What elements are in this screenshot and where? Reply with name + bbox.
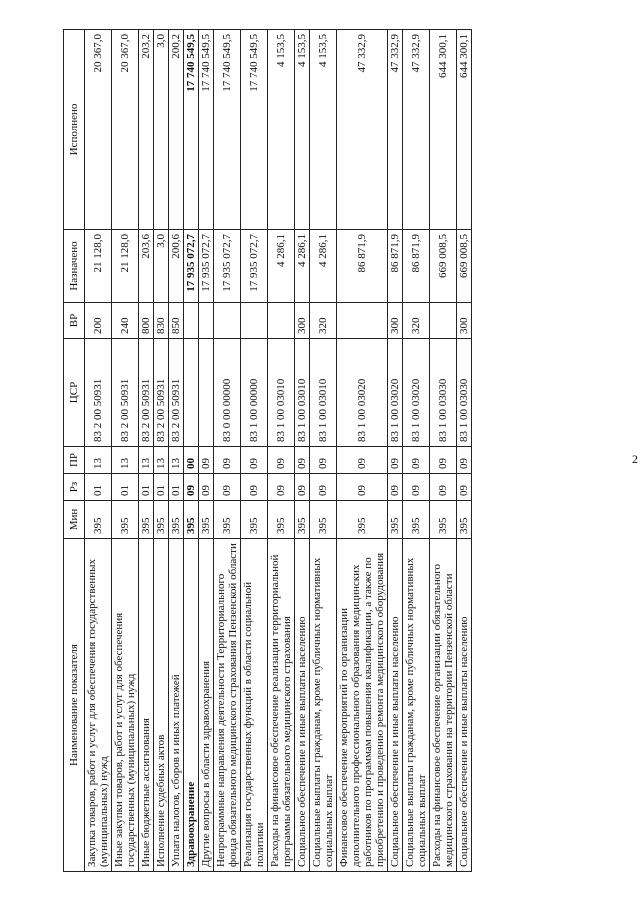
table-row: [337, 30, 388, 872]
cell-assigned: 86 871,9: [337, 230, 388, 303]
cell-rz: 09: [337, 474, 388, 501]
cell-executed: 47 332,9: [403, 30, 430, 230]
cell-min: 395: [214, 501, 241, 539]
cell-name: Иные закупки товаров, работ и услуг для обеспечения государственных (муниципальных) нужд: [112, 539, 139, 872]
cell-executed: 47 332,9: [337, 30, 388, 230]
table-row: [241, 30, 268, 872]
cell-pr: 09: [268, 447, 295, 474]
cell-rz: 09: [184, 474, 199, 501]
cell-pr: 09: [295, 447, 310, 474]
cell-min: 395: [457, 501, 472, 539]
cell-executed: 4 153,5: [310, 30, 337, 230]
cell-csr: 83 1 00 03010: [295, 339, 310, 447]
cell-assigned: 17 935 072,7: [184, 230, 199, 303]
cell-vr: 320: [310, 303, 337, 339]
cell-min: 395: [310, 501, 337, 539]
table-body: [85, 30, 472, 872]
cell-assigned: 3,0: [154, 230, 169, 303]
cell-vr: 320: [403, 303, 430, 339]
cell-executed: 644 300,1: [430, 30, 457, 230]
cell-rz: 09: [295, 474, 310, 501]
cell-min: 395: [295, 501, 310, 539]
cell-min: 395: [112, 501, 139, 539]
cell-csr: 83 2 00 50931: [169, 339, 184, 447]
cell-csr: 83 1 00 03030: [457, 339, 472, 447]
cell-executed: 17 740 549,5: [184, 30, 199, 230]
header-csr: ЦСР: [64, 339, 85, 447]
cell-assigned: 4 286,1: [310, 230, 337, 303]
table-row: [430, 30, 457, 872]
cell-name: Здравоохранение: [184, 539, 199, 872]
cell-assigned: 17 935 072,7: [199, 230, 214, 303]
rotated-page-content: [63, 30, 613, 872]
table-row: [403, 30, 430, 872]
cell-name: Исполнение судебных актов: [154, 539, 169, 872]
table-header-row: [64, 30, 85, 872]
cell-rz: 09: [310, 474, 337, 501]
cell-assigned: 4 286,1: [268, 230, 295, 303]
cell-rz: 09: [457, 474, 472, 501]
cell-pr: 13: [112, 447, 139, 474]
cell-pr: 09: [388, 447, 403, 474]
cell-pr: 00: [184, 447, 199, 474]
cell-csr: 83 1 00 03020: [337, 339, 388, 447]
cell-min: 395: [268, 501, 295, 539]
cell-rz: 01: [112, 474, 139, 501]
cell-name: Социальное обеспечение и иные выплаты населению: [388, 539, 403, 872]
cell-csr: [199, 339, 214, 447]
cell-min: 395: [337, 501, 388, 539]
cell-name: Социальное обеспечение и иные выплаты населению: [457, 539, 472, 872]
cell-vr: [199, 303, 214, 339]
cell-executed: 3,0: [154, 30, 169, 230]
cell-csr: 83 2 00 50931: [154, 339, 169, 447]
cell-pr: 13: [85, 447, 112, 474]
cell-rz: 09: [430, 474, 457, 501]
cell-executed: 17 740 549,5: [199, 30, 214, 230]
cell-pr: 09: [457, 447, 472, 474]
table-row: [214, 30, 241, 872]
cell-assigned: 200,6: [169, 230, 184, 303]
cell-csr: 83 1 00 03020: [388, 339, 403, 447]
cell-assigned: 669 008,5: [430, 230, 457, 303]
cell-name: Непрограммные направления деятельности Территориального фонда обязательного медицинского страхования Пензенской области: [214, 539, 241, 872]
cell-vr: 300: [295, 303, 310, 339]
cell-pr: 09: [430, 447, 457, 474]
cell-vr: [430, 303, 457, 339]
cell-name: Реализация государственных функций в области социальной политики: [241, 539, 268, 872]
header-name: Наименование показателя: [64, 539, 85, 872]
cell-executed: 47 332,9: [388, 30, 403, 230]
cell-csr: 83 2 00 50931: [85, 339, 112, 447]
cell-pr: 09: [241, 447, 268, 474]
cell-assigned: 4 286,1: [295, 230, 310, 303]
cell-min: 395: [199, 501, 214, 539]
cell-vr: 830: [154, 303, 169, 339]
cell-vr: 200: [85, 303, 112, 339]
cell-executed: 4 153,5: [295, 30, 310, 230]
cell-pr: 13: [139, 447, 154, 474]
cell-rz: 01: [169, 474, 184, 501]
cell-assigned: 86 871,9: [388, 230, 403, 303]
cell-vr: 300: [388, 303, 403, 339]
cell-vr: [337, 303, 388, 339]
cell-name: Социальные выплаты гражданам, кроме публичных нормативных социальных выплат: [403, 539, 430, 872]
header-assigned: Назначено: [64, 230, 85, 303]
table-row: [139, 30, 154, 872]
cell-name: Социальное обеспечение и иные выплаты населению: [295, 539, 310, 872]
cell-assigned: 17 935 072,7: [241, 230, 268, 303]
cell-csr: 83 0 00 00000: [214, 339, 241, 447]
cell-csr: 83 1 00 03010: [310, 339, 337, 447]
table-row: [85, 30, 112, 872]
cell-vr: 240: [112, 303, 139, 339]
cell-executed: 4 153,5: [268, 30, 295, 230]
cell-executed: 17 740 549,5: [241, 30, 268, 230]
cell-vr: 300: [457, 303, 472, 339]
cell-vr: [184, 303, 199, 339]
table-row: [169, 30, 184, 872]
cell-rz: 01: [85, 474, 112, 501]
cell-assigned: 17 935 072,7: [214, 230, 241, 303]
header-vr: ВР: [64, 303, 85, 339]
cell-csr: [184, 339, 199, 447]
cell-pr: 13: [169, 447, 184, 474]
page-number: 2: [632, 452, 638, 466]
cell-pr: 09: [403, 447, 430, 474]
cell-executed: 20 367,0: [85, 30, 112, 230]
cell-csr: 83 1 00 03020: [403, 339, 430, 447]
header-min: Мин: [64, 501, 85, 539]
cell-assigned: 669 008,5: [457, 230, 472, 303]
cell-vr: [214, 303, 241, 339]
cell-min: 395: [430, 501, 457, 539]
cell-name: Закупка товаров, работ и услуг для обеспечения государственных (муниципальных) нужд: [85, 539, 112, 872]
cell-assigned: 203,6: [139, 230, 154, 303]
cell-rz: 09: [241, 474, 268, 501]
cell-min: 395: [388, 501, 403, 539]
table-row: [388, 30, 403, 872]
cell-pr: 09: [214, 447, 241, 474]
cell-name: Другие вопросы в области здравоохранения: [199, 539, 214, 872]
cell-min: 395: [85, 501, 112, 539]
cell-min: 395: [139, 501, 154, 539]
cell-pr: 13: [154, 447, 169, 474]
cell-rz: 01: [139, 474, 154, 501]
cell-min: 395: [184, 501, 199, 539]
cell-csr: 83 1 00 03030: [430, 339, 457, 447]
cell-csr: 83 2 00 50931: [112, 339, 139, 447]
cell-name: Расходы на финансовое обеспечение реализации территориальной программы обязательного медицинского страхования: [268, 539, 295, 872]
cell-rz: 01: [154, 474, 169, 501]
table-row: [199, 30, 214, 872]
cell-pr: 09: [337, 447, 388, 474]
table-row: [268, 30, 295, 872]
cell-rz: 09: [403, 474, 430, 501]
cell-executed: 20 367,0: [112, 30, 139, 230]
cell-vr: [241, 303, 268, 339]
cell-min: 395: [169, 501, 184, 539]
table-row: [295, 30, 310, 872]
cell-pr: 09: [199, 447, 214, 474]
header-executed: Исполнено: [64, 30, 85, 230]
cell-min: 395: [241, 501, 268, 539]
cell-vr: [268, 303, 295, 339]
cell-executed: 17 740 549,5: [214, 30, 241, 230]
table-row: [457, 30, 472, 872]
table-row: [154, 30, 169, 872]
cell-assigned: 21 128,0: [85, 230, 112, 303]
cell-name: Расходы на финансовое обеспечение организации обязательного медицинского страхования на территории Пензенской области: [430, 539, 457, 872]
cell-csr: 83 2 00 50931: [139, 339, 154, 447]
cell-executed: 644 300,1: [457, 30, 472, 230]
cell-name: Социальные выплаты гражданам, кроме публичных нормативных социальных выплат: [310, 539, 337, 872]
cell-min: 395: [154, 501, 169, 539]
cell-rz: 09: [214, 474, 241, 501]
cell-rz: 09: [388, 474, 403, 501]
table-row: [112, 30, 139, 872]
cell-rz: 09: [199, 474, 214, 501]
cell-executed: 203,2: [139, 30, 154, 230]
cell-pr: 09: [310, 447, 337, 474]
cell-vr: 800: [139, 303, 154, 339]
budget-execution-table: [63, 29, 472, 872]
cell-csr: 83 1 00 00000: [241, 339, 268, 447]
table-row: [184, 30, 199, 872]
cell-assigned: 86 871,9: [403, 230, 430, 303]
cell-executed: 200,2: [169, 30, 184, 230]
cell-assigned: 21 128,0: [112, 230, 139, 303]
header-rz: Рз: [64, 474, 85, 501]
cell-csr: 83 1 00 03010: [268, 339, 295, 447]
cell-min: 395: [403, 501, 430, 539]
cell-rz: 09: [268, 474, 295, 501]
cell-name: Иные бюджетные ассигнования: [139, 539, 154, 872]
cell-name: Уплата налогов, сборов и иных платежей: [169, 539, 184, 872]
cell-name: Финансовое обеспечение мероприятий по организации дополнительного профессионального образования медицинских работников по программам повышения квалификации, а также по приобретению и проведению ремонта медицинского оборудования: [337, 539, 388, 872]
header-pr: ПР: [64, 447, 85, 474]
cell-vr: 850: [169, 303, 184, 339]
table-row: [310, 30, 337, 872]
